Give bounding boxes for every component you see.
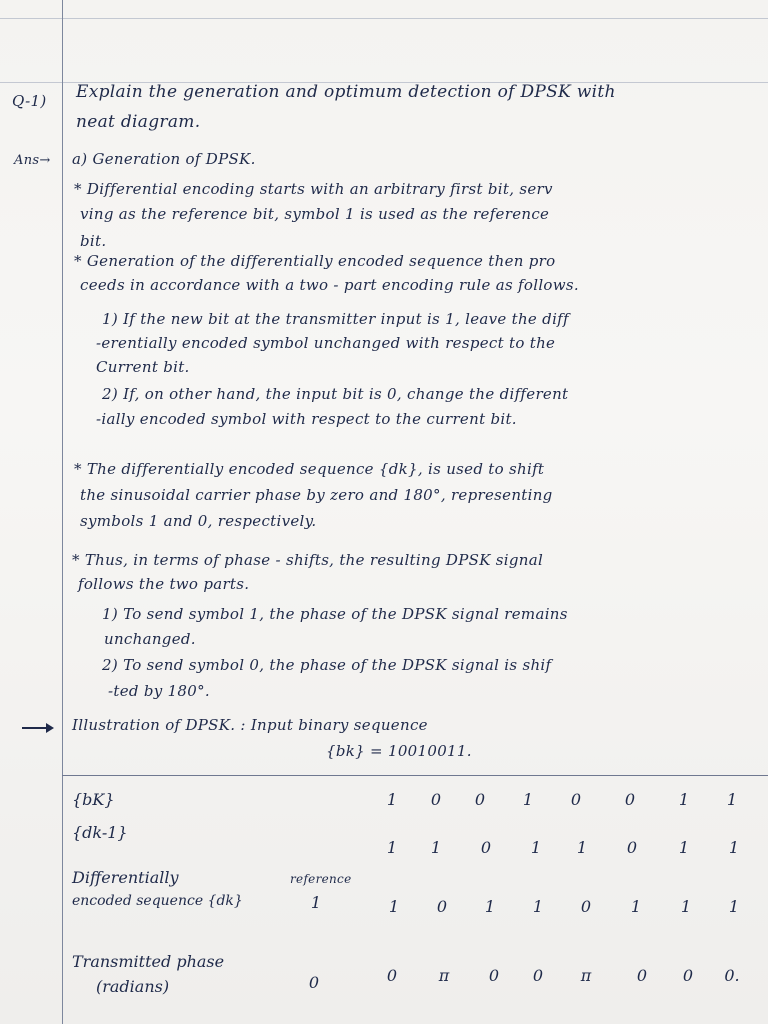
table-cell: 1 [522, 790, 534, 809]
table-cell: 1 [386, 838, 398, 857]
para2-line2: ceeds in accordance with a two - part encoding rule as follows. [80, 276, 579, 294]
table-cell: 0 [474, 790, 486, 809]
illustration-line2: {bk} = 10010011. [326, 742, 472, 760]
para2-line1: * Generation of the differentially encoded sequence then pro [74, 252, 556, 270]
question-line-2: neat diagram. [76, 112, 201, 132]
table-row [0, 966, 768, 996]
table-cell: 1 [726, 790, 738, 809]
question-number: Q-1) [12, 92, 47, 110]
para3-line1: * The differentially encoded sequence {dk}, is used to shift [74, 460, 545, 478]
table-cell: 0 [626, 838, 638, 857]
table-cell: 1 [530, 838, 542, 857]
table-cell: 0. [724, 966, 740, 985]
reference-label: reference [290, 872, 352, 886]
table-cell: 0 [636, 966, 648, 985]
table-divider [62, 775, 768, 776]
send1-line2: unchanged. [104, 630, 196, 648]
table-cell: 0 [532, 966, 544, 985]
row-label-bk: {bK} [72, 790, 115, 809]
arrow-icon [22, 727, 52, 729]
table-cell: 1 [728, 897, 740, 916]
table-cell: 1 [430, 838, 442, 857]
illustration-line1: Illustration of DPSK. : Input binary sequence [72, 716, 428, 734]
table-cell: 1 [386, 790, 398, 809]
para4-line2: follows the two parts. [78, 575, 250, 593]
row-label-dk-1: {dk-1} [72, 823, 128, 842]
row-label-differentially: Differentially [72, 868, 179, 887]
table-cell: 0 [430, 790, 442, 809]
question-line-1: Explain the generation and optimum detection of DPSK with [76, 82, 616, 102]
para1-line3: bit. [80, 232, 107, 250]
reference-phase: 0 [308, 973, 320, 992]
table-cell: 1 [576, 838, 588, 857]
table-cell: π [580, 966, 592, 985]
rule2-line1: 2) If, on other hand, the input bit is 0, change the different [102, 385, 569, 403]
table-cell: 0 [480, 838, 492, 857]
table-cell: 1 [532, 897, 544, 916]
table-cell: 0 [624, 790, 636, 809]
table-row [0, 790, 768, 820]
para3-line2: the sinusoidal carrier phase by zero and 180°, representing [80, 486, 553, 504]
send1-line1: 1) To send symbol 1, the phase of the DPSK signal remains [102, 605, 568, 623]
table-cell: 1 [388, 897, 400, 916]
table-cell: 0 [580, 897, 592, 916]
table-cell: 0 [682, 966, 694, 985]
margin-line [62, 0, 63, 1024]
table-cell: 1 [630, 897, 642, 916]
table-cell: 0 [570, 790, 582, 809]
rule1-line2: -erentially encoded symbol unchanged with respect to the [96, 334, 556, 352]
row-label-encoded-sequence: encoded sequence {dk} [72, 893, 243, 909]
para4-line1: * Thus, in terms of phase - shifts, the resulting DPSK signal [72, 551, 544, 569]
rule1-line3: Current bit. [96, 358, 190, 376]
table-row [0, 897, 768, 927]
send2-line2: -ted by 180°. [108, 682, 210, 700]
row-label-radians: (radians) [96, 977, 170, 996]
table-cell: 1 [728, 838, 740, 857]
table-cell: 1 [678, 838, 690, 857]
table-cell: 1 [484, 897, 496, 916]
section-heading: a) Generation of DPSK. [72, 150, 256, 168]
table-cell: 1 [678, 790, 690, 809]
answer-label: Ans→ [14, 153, 51, 168]
table-cell: 0 [386, 966, 398, 985]
table-row [0, 838, 768, 868]
table-cell: 1 [680, 897, 692, 916]
rule2-line2: -ially encoded symbol with respect to the current bit. [96, 410, 517, 428]
send2-line1: 2) To send symbol 0, the phase of the DPSK signal is shif [102, 656, 552, 674]
row-label-transmitted-phase: Transmitted phase [72, 952, 225, 971]
para1-line1: * Differential encoding starts with an arbitrary first bit, serv [74, 180, 553, 198]
para1-line2: ving as the reference bit, symbol 1 is used as the reference [80, 205, 550, 223]
ruled-line [0, 18, 768, 19]
para3-line3: symbols 1 and 0, respectively. [80, 512, 317, 530]
table-cell: 0 [488, 966, 500, 985]
table-cell: π [438, 966, 450, 985]
rule1-line1: 1) If the new bit at the transmitter input is 1, leave the diff [102, 310, 569, 328]
table-cell: 0 [436, 897, 448, 916]
reference-value: 1 [310, 893, 322, 912]
